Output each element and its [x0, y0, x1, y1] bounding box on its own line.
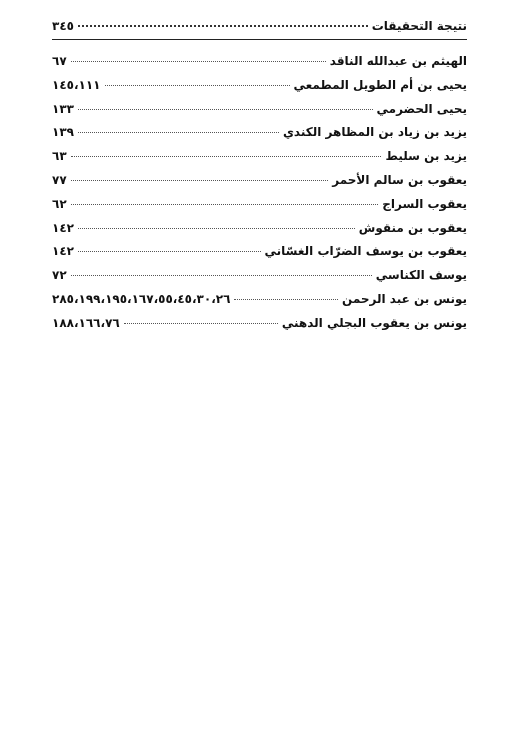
index-entry: [52, 197, 467, 221]
header-page-number: ٣٤٥: [52, 19, 74, 33]
dot-leader: [78, 109, 373, 110]
entry-pages: ١٤٢: [52, 244, 74, 259]
index-entry: [52, 268, 467, 292]
index-entry: [52, 221, 467, 245]
entry-name: يحيى الحضرمي: [376, 101, 467, 116]
entry-name: يعقوب بن يوسف الضرّاب الغسّاني: [264, 244, 467, 259]
dot-leader: [71, 204, 379, 205]
index-list: [52, 54, 467, 340]
entry-pages: ١٤٢: [52, 220, 74, 235]
entry-name: يعقوب بن سالم الأحمر: [332, 172, 467, 187]
dot-leader: [124, 323, 278, 324]
entry-pages: ١٨٨،١٦٦،٧٦: [52, 315, 120, 330]
index-entry: [52, 149, 467, 173]
entry-name: يوسف الكناسي: [375, 268, 467, 283]
index-entry: [52, 316, 467, 340]
entry-pages: ٦٢: [52, 196, 67, 211]
dot-leader: [71, 180, 329, 181]
entry-pages: ١٤٥،١١١: [52, 77, 101, 92]
entry-pages: ٢٨٥،١٩٩،١٩٥،١٦٧،٥٥،٤٥،٣٠،٢٦: [52, 291, 231, 306]
entry-pages: ١٣٣: [52, 101, 74, 116]
header-rule: [52, 39, 467, 40]
dot-leader: [78, 251, 261, 252]
entry-name: يحيى بن أم الطويل المطمعي: [293, 77, 467, 92]
dot-leader: [105, 85, 290, 86]
entry-name: يونس بن يعقوب البجلي الدهني: [281, 315, 467, 330]
index-entry: [52, 125, 467, 149]
dot-leader: [71, 275, 372, 276]
entry-name: الهيثم بن عبدالله الناقد: [329, 54, 467, 68]
entry-name: يزيد بن زياد بن المظاهر الكندي: [282, 125, 467, 140]
entry-name: يعقوب السراج: [382, 196, 467, 211]
entry-pages: ٧٢: [52, 268, 67, 283]
index-entry: [52, 173, 467, 197]
index-entry: [52, 102, 467, 126]
header-dot-leader: [78, 25, 368, 27]
entry-pages: ٧٧: [52, 172, 67, 187]
running-header: [52, 19, 467, 37]
dot-leader: [78, 132, 279, 133]
dot-leader: [71, 156, 382, 157]
dot-leader: [234, 299, 338, 300]
dot-leader: [78, 228, 355, 229]
index-entry: [52, 244, 467, 268]
index-entry: [52, 292, 467, 316]
entry-pages: ٦٧: [52, 54, 67, 68]
header-title: نتيجة التحقيقات: [371, 19, 467, 33]
entry-name: يونس بن عبد الرحمن: [342, 291, 467, 306]
entry-pages: ١٣٩: [52, 125, 74, 140]
entry-pages: ٦٣: [52, 149, 67, 164]
dot-leader: [71, 61, 326, 62]
entry-name: يعقوب بن منقوش: [358, 220, 467, 235]
entry-name: يزيد بن سليط: [385, 149, 467, 164]
index-entry: [52, 78, 467, 102]
index-entry: [52, 54, 467, 78]
